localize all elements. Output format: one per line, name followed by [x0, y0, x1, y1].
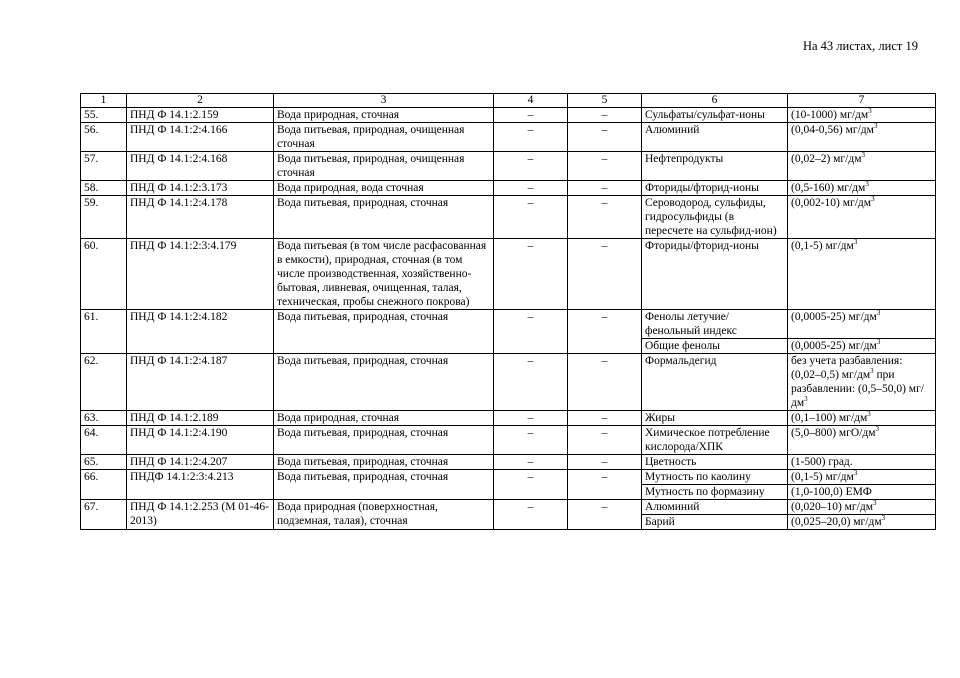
document-cell: ПНД Ф 14.1:2.253 (М 01-46-2013)	[127, 500, 274, 530]
indicator-cell: Алюминий	[642, 500, 788, 515]
column-header: 3	[274, 94, 494, 108]
range-cell: (0,02–2) $мг/дм^3$	[788, 152, 936, 181]
range-cell: (0,04-0,56) $мг/дм^3$	[788, 123, 936, 152]
row-number-cell: 55.	[81, 108, 127, 123]
column-5-cell: –	[568, 108, 642, 123]
object-cell: Вода питьевая, природная, сточная	[274, 354, 494, 411]
column-4-cell: –	[494, 152, 568, 181]
column-4-cell: –	[494, 354, 568, 411]
table-row	[81, 152, 936, 181]
table-row	[81, 310, 936, 339]
indicator-cell: Фториды/фторид-ионы	[642, 239, 788, 310]
table-row	[81, 470, 936, 485]
indicator-cell: Формальдегид	[642, 354, 788, 411]
object-cell: Вода питьевая, природная, сточная	[274, 196, 494, 239]
column-5-cell: –	[568, 152, 642, 181]
range-cell: (0,1-5) $мг/дм^3$	[788, 470, 936, 485]
range-cell: (0,025–20,0) $мг/дм^3$	[788, 515, 936, 530]
indicator-cell: Жиры	[642, 411, 788, 426]
column-5-cell: –	[568, 181, 642, 196]
column-5-cell: –	[568, 426, 642, 455]
row-number-cell: 64.	[81, 426, 127, 455]
table-row	[81, 123, 936, 152]
document-cell: ПНД Ф 14.1:2:4.178	[127, 196, 274, 239]
table-row	[81, 500, 936, 515]
object-cell: Вода природная (поверхностная, подземная, талая), сточная	[274, 500, 494, 530]
column-5-cell: –	[568, 470, 642, 500]
document-cell: ПНД Ф 14.1:2:3.173	[127, 181, 274, 196]
table-body	[81, 108, 936, 530]
column-5-cell: –	[568, 310, 642, 354]
indicator-cell: Нефтепродукты	[642, 152, 788, 181]
column-5-cell: –	[568, 500, 642, 530]
column-header: 1	[81, 94, 127, 108]
table-header	[81, 94, 936, 108]
object-cell: Вода природная, сточная	[274, 108, 494, 123]
table-row	[81, 426, 936, 455]
document-cell: ПНД Ф 14.1:2:4.187	[127, 354, 274, 411]
column-4-cell: –	[494, 239, 568, 310]
column-4-cell: –	[494, 123, 568, 152]
range-cell: (0,1–100) $мг/дм^3$	[788, 411, 936, 426]
column-4-cell: –	[494, 426, 568, 455]
object-cell: Вода питьевая, природная, сточная	[274, 470, 494, 500]
document-cell: ПНД Ф 14.1:2:4.166	[127, 123, 274, 152]
column-5-cell: –	[568, 239, 642, 310]
indicator-cell: Фториды/фторид-ионы	[642, 181, 788, 196]
row-number-cell: 67.	[81, 500, 127, 530]
column-4-cell: –	[494, 455, 568, 470]
column-header: 4	[494, 94, 568, 108]
row-number-cell: 61.	[81, 310, 127, 354]
column-header: 6	[642, 94, 788, 108]
document-cell: ПНДФ 14.1:2:3:4.213	[127, 470, 274, 500]
range-cell: (0,020–10) $мг/дм^3$	[788, 500, 936, 515]
range-cell: (0,0005-25) $мг/дм^3$	[788, 310, 936, 339]
row-number-cell: 60.	[81, 239, 127, 310]
range-cell: (1,0-100,0) ЕМФ	[788, 485, 936, 500]
indicator-cell: Цветность	[642, 455, 788, 470]
object-cell: Вода питьевая, природная, очищенная сточная	[274, 152, 494, 181]
document-cell: ПНД Ф 14.1:2.189	[127, 411, 274, 426]
range-cell: (0,5-160) $мг/дм^3$	[788, 181, 936, 196]
object-cell: Вода питьевая, природная, сточная	[274, 310, 494, 354]
row-number-cell: 56.	[81, 123, 127, 152]
indicator-cell: Сульфаты/сульфат-ионы	[642, 108, 788, 123]
row-number-cell: 57.	[81, 152, 127, 181]
range-cell: без учета разбавления: (0,02–0,5) $мг/дм^3$ при разбавлении: (0,5–50,0) $мг/дм^3$	[788, 354, 936, 411]
indicator-cell: Химическое потребление кислорода/ХПК	[642, 426, 788, 455]
document-cell: ПНД Ф 14.1:2:3:4.179	[127, 239, 274, 310]
object-cell: Вода природная, вода сточная	[274, 181, 494, 196]
table-row	[81, 181, 936, 196]
indicator-cell: Фенолы летучие/фенольный индекс	[642, 310, 788, 339]
document-cell: ПНД Ф 14.1:2:4.190	[127, 426, 274, 455]
range-cell: (0,0005-25) $мг/дм^3$	[788, 339, 936, 354]
column-4-cell: –	[494, 310, 568, 354]
document-cell: ПНД Ф 14.1:2:4.168	[127, 152, 274, 181]
document-cell: ПНД Ф 14.1:2:4.182	[127, 310, 274, 354]
document-cell: ПНД Ф 14.1:2.159	[127, 108, 274, 123]
column-header: 2	[127, 94, 274, 108]
row-number-cell: 65.	[81, 455, 127, 470]
range-cell: (10-1000) $мг/дм^3$	[788, 108, 936, 123]
column-4-cell: –	[494, 500, 568, 530]
row-number-cell: 66.	[81, 470, 127, 500]
object-cell: Вода питьевая, природная, очищенная сточная	[274, 123, 494, 152]
document-cell: ПНД Ф 14.1:2:4.207	[127, 455, 274, 470]
column-4-cell: –	[494, 108, 568, 123]
column-header: 7	[788, 94, 936, 108]
object-cell: Вода питьевая, природная, сточная	[274, 426, 494, 455]
indicator-cell: Мутность по каолину	[642, 470, 788, 485]
table-row	[81, 411, 936, 426]
row-number-cell: 63.	[81, 411, 127, 426]
table-row	[81, 354, 936, 411]
row-number-cell: 62.	[81, 354, 127, 411]
range-cell: (0,1-5) $мг/дм^3$	[788, 239, 936, 310]
indicator-cell: Общие фенолы	[642, 339, 788, 354]
table-row	[81, 108, 936, 123]
table-row	[81, 455, 936, 470]
sheet-label: На 43 листах, лист 19	[802, 39, 918, 53]
indicator-cell: Сероводород, сульфиды, гидросульфиды (в пересчете на сульфид-ион)	[642, 196, 788, 239]
table-row	[81, 239, 936, 310]
row-number-cell: 58.	[81, 181, 127, 196]
column-4-cell: –	[494, 470, 568, 500]
column-5-cell: –	[568, 196, 642, 239]
column-5-cell: –	[568, 455, 642, 470]
column-4-cell: –	[494, 411, 568, 426]
column-4-cell: –	[494, 196, 568, 239]
column-5-cell: –	[568, 411, 642, 426]
column-header: 5	[568, 94, 642, 108]
accreditation-table	[80, 93, 936, 530]
column-5-cell: –	[568, 354, 642, 411]
indicator-cell: Барий	[642, 515, 788, 530]
object-cell: Вода питьевая (в том числе расфасованная в емкости), природная, сточная (в том числе производственная, хозяйственно-бытовая, ливневая, очищенная, талая, техническая, пробы снежного покрова)	[274, 239, 494, 310]
indicator-cell: Мутность по формазину	[642, 485, 788, 500]
indicator-cell: Алюминий	[642, 123, 788, 152]
column-4-cell: –	[494, 181, 568, 196]
object-cell: Вода природная, сточная	[274, 411, 494, 426]
table-row	[81, 196, 936, 239]
column-5-cell: –	[568, 123, 642, 152]
range-cell: (0,002-10) $мг/дм^3$	[788, 196, 936, 239]
range-cell: (5,0–800) мгО/$дм^3$	[788, 426, 936, 455]
row-number-cell: 59.	[81, 196, 127, 239]
range-cell: (1-500) град.	[788, 455, 936, 470]
object-cell: Вода питьевая, природная, сточная	[274, 455, 494, 470]
